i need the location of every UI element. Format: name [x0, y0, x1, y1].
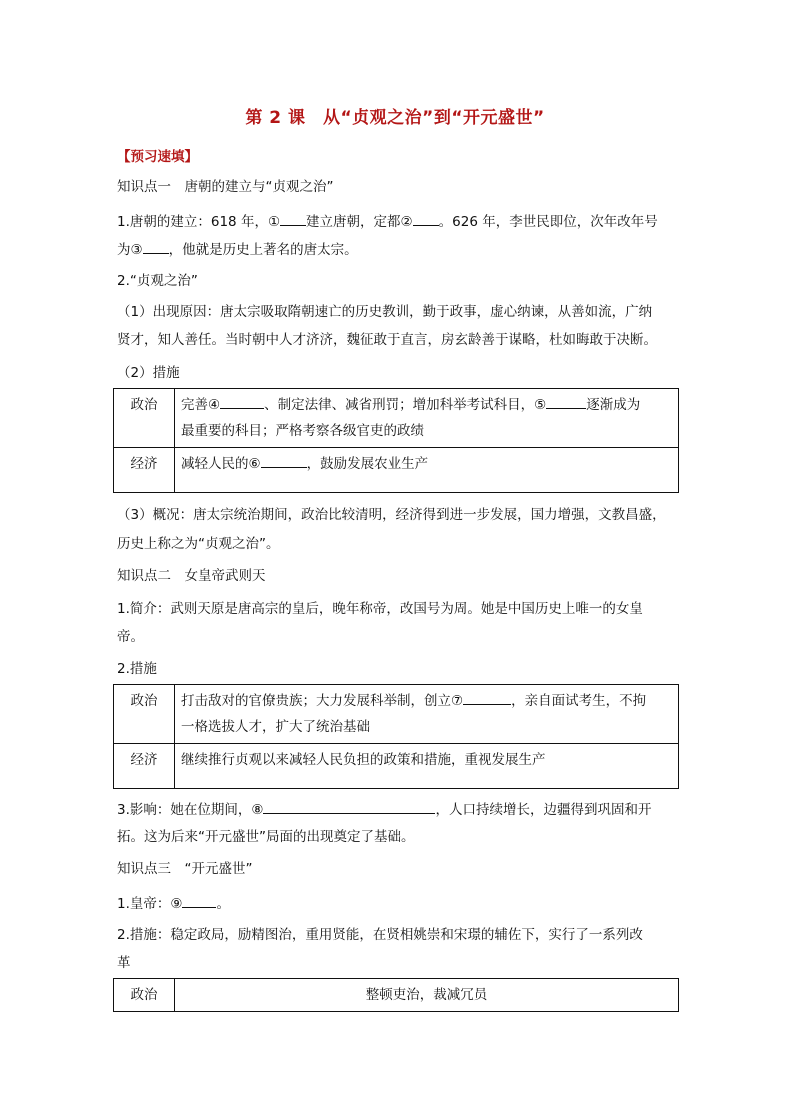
table-key: 政治 — [114, 685, 175, 744]
table-row — [114, 979, 679, 1012]
blank-1[interactable] — [280, 210, 306, 226]
k2-measures-label: 2.措施 — [117, 661, 157, 677]
k1-paragraph-1: 1.唐朝的建立：618 年，① 建立唐朝，定都② 。626 年，李世民即位，次年改年号 — [117, 210, 682, 232]
k1-measures-table — [113, 388, 679, 493]
k2-measures-table — [113, 684, 679, 789]
lesson-title: 第 2 课 从“贞观之治”到“开元盛世” — [245, 108, 545, 128]
k2-paragraph-1b: 帝。 — [117, 629, 144, 645]
table-value: 继续推行贞观以来减轻人民负担的政策和措施，重视发展生产 — [175, 744, 679, 789]
k1-paragraph-3a: （1）出现原因：唐太宗吸取隋朝速亡的历史教训，勤于政事，虚心纳谏，从善如流，广纳 — [117, 304, 653, 320]
k1-paragraph-3b: 贤才，知人善任。当时朝中人才济济，魏征敢于直言，房玄龄善于谋略，杜如晦敢于决断。 — [117, 332, 657, 348]
k3-paragraph-2a: 2.措施：稳定政局，励精图治，重用贤能，在贤相姚崇和宋璟的辅佐下，实行了一系列改 — [117, 927, 643, 943]
table-row — [114, 685, 679, 744]
blank-6[interactable] — [261, 452, 307, 468]
blank-2[interactable] — [413, 210, 439, 226]
k2-paragraph-3c: 拓。这为后来“开元盛世”局面的出现奠定了基础。 — [117, 829, 415, 845]
table-row — [114, 389, 679, 448]
preview-tag: 【预习速填】 — [117, 149, 198, 165]
table-row — [114, 744, 679, 789]
table-value: 整顿吏治，裁减冗员 — [175, 979, 679, 1012]
blank-9[interactable] — [182, 892, 216, 908]
table-key: 经济 — [114, 448, 175, 493]
table-key: 政治 — [114, 979, 175, 1012]
k2-paragraph-1a: 1.简介：武则天原是唐高宗的皇后，晚年称帝，改国号为周。她是中国历史上唯一的女皇 — [117, 601, 643, 617]
blank-7[interactable] — [463, 689, 511, 705]
k1-paragraph-2: 2.“贞观之治” — [117, 273, 198, 289]
blank-3[interactable] — [143, 238, 169, 254]
blank-4[interactable] — [220, 393, 264, 409]
k1-paragraph-5b: 历史上称之为“贞观之治”。 — [117, 536, 280, 552]
k3-heading: 知识点三 “开元盛世” — [117, 861, 253, 877]
k2-heading: 知识点二 女皇帝武则天 — [117, 568, 266, 584]
k3-paragraph-2b: 革 — [117, 955, 131, 971]
k1-paragraph-1-cont: 为③ ，他就是历史上著名的唐太宗。 — [117, 238, 682, 260]
k3-paragraph-1: 1.皇帝：⑨ 。 — [117, 892, 682, 914]
k1-paragraph-5a: （3）概况：唐太宗统治期间，政治比较清明，经济得到进一步发展，国力增强，文教昌盛， — [117, 507, 666, 523]
k1-heading: 知识点一 唐朝的建立与“贞观之治” — [117, 179, 334, 195]
blank-5[interactable] — [546, 393, 586, 409]
table-row — [114, 448, 679, 493]
k3-measures-table — [113, 978, 679, 1012]
table-value: 打击敌对的官僚贵族；大力发展科举制，创立⑦ ，亲自面试考生，不拘 一格选拔人才，扩大了统治基础 — [175, 685, 679, 744]
table-key: 政治 — [114, 389, 175, 448]
k2-paragraph-3: 3.影响：她在位期间，⑧ ，人口持续增长，边疆得到巩固和开 — [117, 798, 682, 820]
k1-measures-label: （2）措施 — [117, 365, 180, 381]
blank-8[interactable] — [263, 798, 435, 814]
table-value: 减轻人民的⑥ ，鼓励发展农业生产 — [175, 448, 679, 493]
table-value: 完善④ 、制定法律、减省刑罚；增加科举考试科目，⑤ 逐渐成为 最重要的科目；严格考察各级官吏的政绩 — [175, 389, 679, 448]
table-key: 经济 — [114, 744, 175, 789]
